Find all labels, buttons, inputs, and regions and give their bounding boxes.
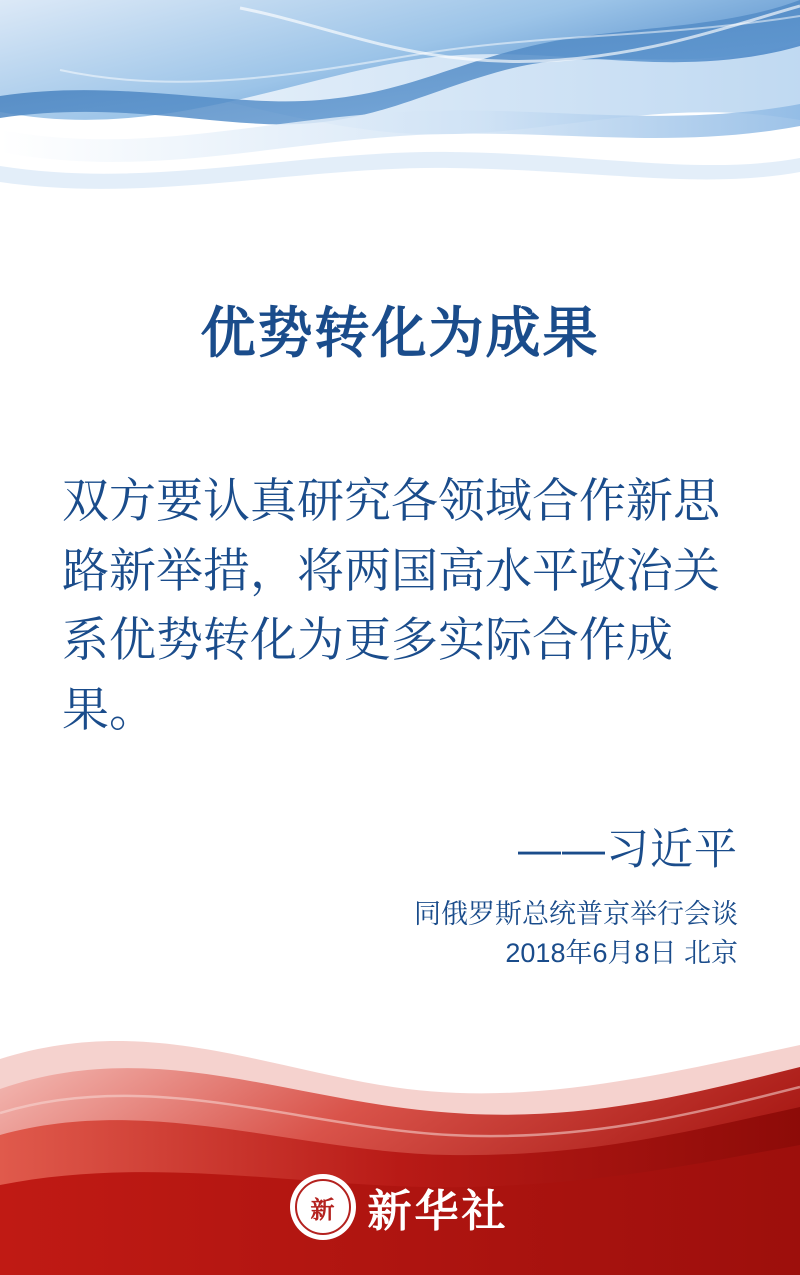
meta-datetime: 2018年6月8日 北京 — [505, 938, 738, 969]
xinhua-emblem-glyph: 新 — [295, 1179, 351, 1235]
poster-content — [0, 240, 800, 973]
meta-event: 同俄罗斯总统普京举行会谈 — [414, 899, 738, 930]
quote-text: 双方要认真研究各领域合作新思路新举措，将两国高水平政治关系优势转化为更多实际合作成果。 — [62, 474, 720, 736]
xinhua-logo-text: 新华社 — [367, 1187, 509, 1236]
quote-attribution: ——习近平 — [518, 826, 738, 875]
xinhua-emblem-icon — [292, 1176, 354, 1238]
quote-meta — [0, 895, 800, 973]
page-title: 优势转化为成果 — [200, 302, 600, 364]
xinhua-logo — [0, 1175, 800, 1239]
top-ribbon-decoration — [0, 0, 800, 220]
